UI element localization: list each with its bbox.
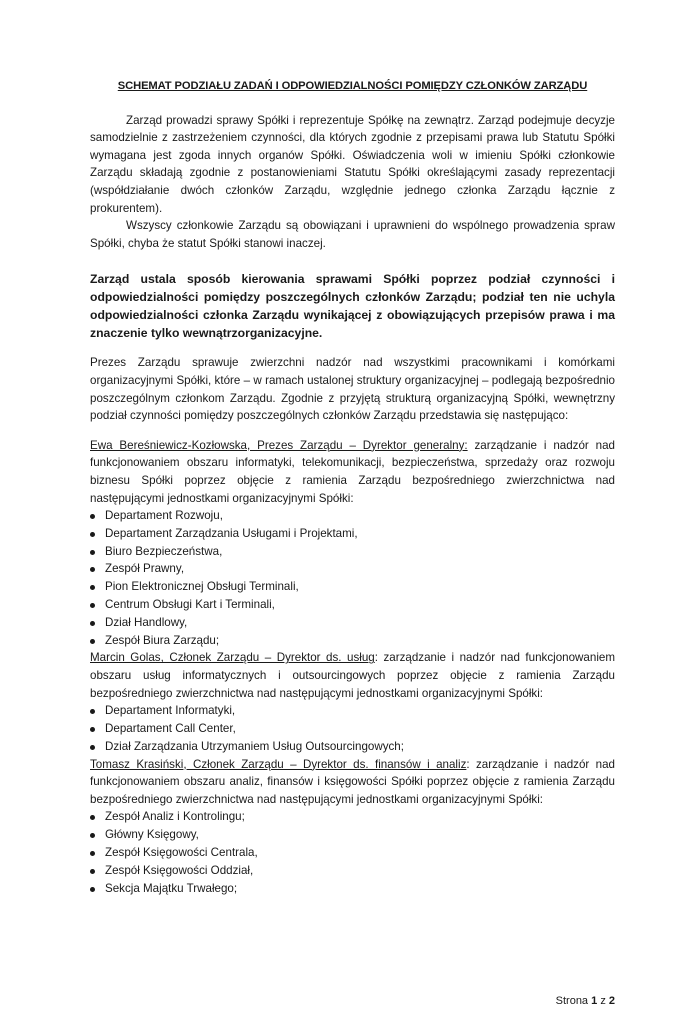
total-pages: 2 xyxy=(608,995,615,1007)
list-item: Dział Zarządzania Utrzymaniem Usług Outsourcingowych; xyxy=(90,738,615,756)
document-title: SCHEMAT PODZIAŁU ZADAŃ I ODPOWIEDZIALNOŚCI POMIĘDZY CZŁONKÓW ZARZĄDU xyxy=(117,80,588,92)
list-item: Departament Zarządzania Usługami i Projektami, xyxy=(90,525,615,543)
page-label: Strona xyxy=(555,995,589,1007)
list-item: Departament Call Center, xyxy=(90,720,615,738)
unit-list xyxy=(90,507,615,649)
document-body xyxy=(90,78,615,897)
page-number xyxy=(556,995,615,1007)
list-item: Zespół Księgowości Oddział, xyxy=(90,862,615,880)
member-paragraph xyxy=(90,649,615,702)
member-paragraph xyxy=(90,756,615,809)
list-item: Dział Handlowy, xyxy=(90,614,615,632)
list-item: Biuro Bezpieczeństwa, xyxy=(90,543,615,561)
intro-paragraph-1: Zarząd prowadzi sprawy Spółki i reprezentuje Spółkę na zewnątrz. Zarząd podejmuje decyzje samodzielnie z zastrzeżeniem czynności, dla których zgodnie z przepisami prawa lub Statutu Spółki wymagana jest zgoda innych organów Spółki. Oświadczenia woli w imieniu Spółki członkowie Zarządu składają zgodnie z postanowieniami Statutu Spółki określającymi zasady reprezentacji (współdziałanie dwóch członków Zarządu, względnie jednego członka Zarządu łącznie z prokurentem). xyxy=(90,113,615,215)
member-description: zarządzanie i nadzór nad funkcjonowaniem obszaru informatyki, telekomunikacji, bezpieczeństwa, sprzedaży oraz rozwoju biznesu Spółki poprzez objęcie z ramienia Zarządu bezpośredniego zwierzchnictwa nad następującymi jednostkami organizacyjnymi Spółki: xyxy=(90,438,615,505)
list-item: Departament Rozwoju, xyxy=(90,507,615,525)
unit-list xyxy=(90,702,615,755)
list-item: Centrum Obsługi Kart i Terminali, xyxy=(90,596,615,614)
current-page: 1 xyxy=(591,995,598,1007)
list-item: Departament Informatyki, xyxy=(90,702,615,720)
member-section-2 xyxy=(90,649,615,755)
list-item: Główny Księgowy, xyxy=(90,826,615,844)
list-item: Zespół Prawny, xyxy=(90,560,615,578)
member-paragraph xyxy=(90,437,615,507)
page-separator: z xyxy=(600,995,606,1007)
member-name: Ewa Bereśniewicz-Kozłowska, Prezes Zarządu – Dyrektor generalny: xyxy=(90,438,468,452)
list-item: Zespół Księgowości Centrala, xyxy=(90,844,615,862)
intro-paragraph-2: Wszyscy członkowie Zarządu są obowiązani i uprawnieni do wspólnego prowadzenia spraw Spółki, chyba że statut Spółki stanowi inaczej. xyxy=(90,219,615,250)
bold-paragraph: Zarząd ustala sposób kierowania sprawami Spółki poprzez podział czynności i odpowiedzialności pomiędzy poszczególnych członków Zarządu; podział ten nie uchyla odpowiedzialności członka Zarządu wynikającej z obowiązujących przepisów prawa i ma znaczenie tylko wewnątrzorganizacyjne. xyxy=(90,272,615,341)
member-section-1 xyxy=(90,437,615,650)
member-description: : zarządzanie i nadzór nad funkcjonowaniem obszaru analiz, finansów i księgowości Spółki poprzez objęcie z ramienia Zarządu bezpośredniego zwierzchnictwa nad następującymi jednostkami organizacyjnymi Spółki: xyxy=(90,757,615,806)
president-paragraph: Prezes Zarządu sprawuje zwierzchni nadzór nad wszystkimi pracownikami i komórkami organizacyjnymi Spółki, które – w ramach ustalonej struktury organizacyjnej – podlegają bezpośrednio poszczególnym członkom Zarządu. Zgodnie z przyjętą strukturą organizacyjną Spółki, wewnętrzny podział czynności pomiędzy poszczególnych członków Zarządu przedstawia się następująco: xyxy=(90,356,615,423)
list-item: Zespół Biura Zarządu; xyxy=(90,632,615,650)
list-item: Pion Elektronicznej Obsługi Terminali, xyxy=(90,578,615,596)
member-name: Tomasz Krasiński, Członek Zarządu – Dyrektor ds. finansów i analiz xyxy=(90,757,467,771)
member-name: Marcin Golas, Członek Zarządu – Dyrektor ds. usług xyxy=(90,651,375,665)
member-section-3 xyxy=(90,756,615,898)
list-item: Zespół Analiz i Kontrolingu; xyxy=(90,808,615,826)
member-description: : zarządzanie i nadzór nad funkcjonowaniem obszaru usług informatycznych i outsourcingowych poprzez objęcie z ramienia Zarządu bezpośredniego zwierzchnictwa nad następującymi jednostkami organizacyjnymi Spółki: xyxy=(90,651,615,700)
unit-list xyxy=(90,808,615,897)
list-item: Sekcja Majątku Trwałego; xyxy=(90,880,615,898)
